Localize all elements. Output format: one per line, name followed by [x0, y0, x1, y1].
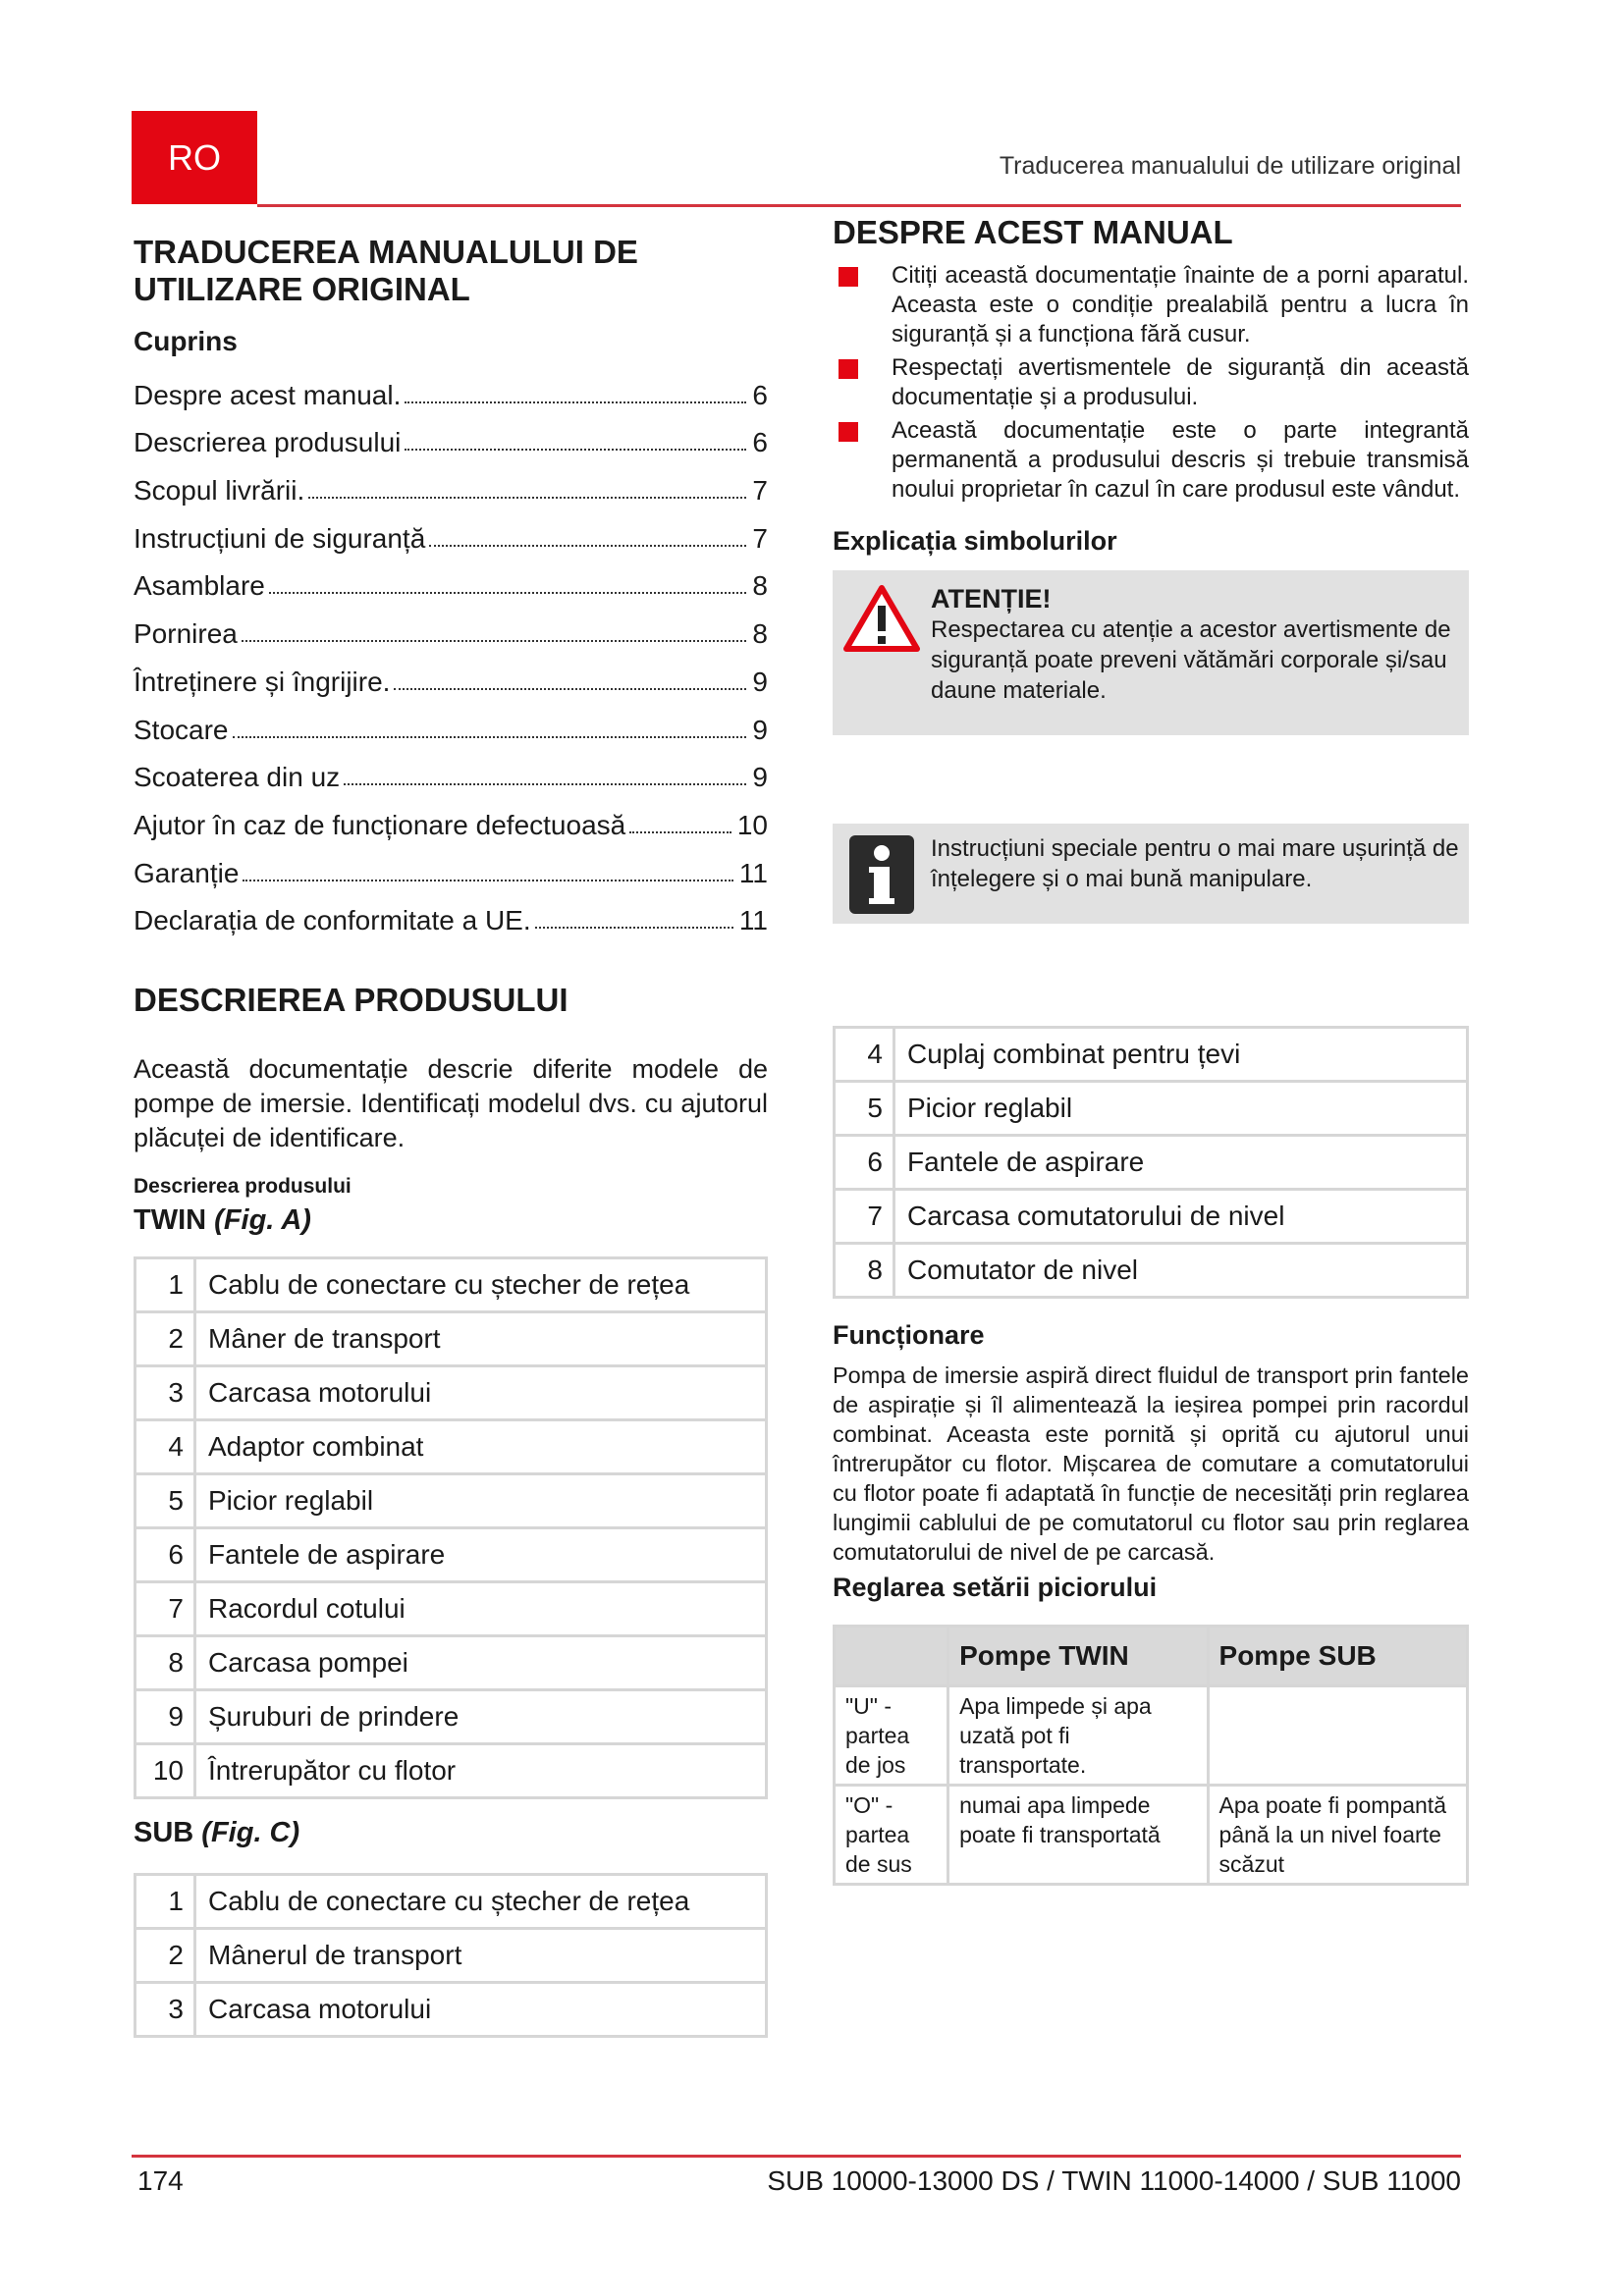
twin-fig-ref: (Fig. A) — [214, 1204, 311, 1237]
part-label: Adaptor combinat — [195, 1420, 767, 1474]
table-cell: "U" - partea de jos — [835, 1686, 948, 1786]
part-number: 7 — [835, 1190, 894, 1244]
table-row — [135, 1366, 767, 1420]
function-text: Pompa de imersie aspiră direct fluidul de transport prin fantele de aspirație și îl alimentează la ieșirea pompei prin racordul combinat. Aceasta este pornită și oprită cu ajutorul unui întrerupător cu flotor. Mișcarea de comutare a comutatorului cu flotor poate fi adaptată în funcție de necesități prin reglarea lungimii cablului de pe comutatorul cu flotor sau prin reglarea comutatorului de nivel de pe carcasă. — [833, 1362, 1469, 1565]
bullet-item — [833, 261, 1469, 349]
sub-parts-table-continued — [833, 1026, 1469, 1299]
table-header-cell: Pompe TWIN — [948, 1627, 1208, 1686]
toc-leader — [243, 880, 733, 881]
toc-leader — [535, 927, 733, 929]
toc-leader — [233, 736, 747, 738]
part-label: Cablu de conectare cu ștecher de rețea — [195, 1875, 767, 1929]
part-label: Comutator de nivel — [894, 1244, 1468, 1298]
symbols-heading: Explicația simbolurilor — [833, 526, 1117, 556]
twin-title — [134, 1204, 768, 1237]
part-label: Carcasa motorului — [195, 1983, 767, 2037]
part-label: Carcasa comutatorului de nivel — [894, 1190, 1468, 1244]
function-heading: Funcționare — [833, 1320, 985, 1350]
part-number: 1 — [135, 1875, 195, 1929]
toc-label: Pornirea — [134, 618, 238, 650]
part-number: 2 — [135, 1312, 195, 1366]
part-number: 10 — [135, 1744, 195, 1798]
toc-heading: Cuprins — [134, 326, 238, 356]
footer-model: SUB 10000-13000 DS / TWIN 11000-14000 / SUB 11000 — [767, 2165, 1461, 2196]
manual-bullets — [833, 261, 1469, 505]
toc-label: Garanție — [134, 857, 240, 888]
bullet-square-icon — [839, 267, 858, 287]
toc-page: 9 — [752, 714, 768, 745]
product-intro: Această documentație descrie diferite modele de pompe de imersie. Identificați modelul dvs. cu ajutorul plăcuței de identificare. — [134, 1054, 768, 1153]
table-row — [835, 1686, 1468, 1786]
part-number: 5 — [835, 1082, 894, 1136]
header-title: Traducerea manualului de utilizare original — [999, 152, 1461, 180]
toc-label: Scopul livrării. — [134, 475, 305, 507]
toc-leader — [308, 497, 746, 499]
table-row — [135, 1528, 767, 1582]
toc-page: 9 — [752, 666, 768, 697]
toc-item[interactable] — [134, 411, 768, 459]
part-number: 8 — [835, 1244, 894, 1298]
table-cell: numai apa limpede poate fi transportată — [948, 1786, 1208, 1885]
toc-item[interactable] — [134, 458, 768, 507]
sub-title — [134, 1817, 768, 1849]
bullet-text: Respectați avertismentele de siguranță din această documentație și a produsului. — [892, 354, 1469, 410]
footer-divider — [132, 2155, 1461, 2158]
part-label: Cablu de conectare cu ștecher de rețea — [195, 1258, 767, 1312]
table-header-cell: Pompe SUB — [1208, 1627, 1467, 1686]
part-label: Mâner de transport — [195, 1312, 767, 1366]
table-row — [135, 1312, 767, 1366]
part-label: Carcasa motorului — [195, 1366, 767, 1420]
table-row — [135, 1582, 767, 1636]
table-row — [135, 1636, 767, 1690]
part-number: 4 — [835, 1028, 894, 1082]
part-number: 1 — [135, 1258, 195, 1312]
part-label: Fantele de aspirare — [894, 1136, 1468, 1190]
toc-leader — [405, 449, 746, 451]
table-row — [835, 1786, 1468, 1885]
part-label: Mânerul de transport — [195, 1929, 767, 1983]
foot-setting-table — [833, 1625, 1469, 1886]
toc-leader — [269, 592, 747, 594]
bullet-item — [833, 416, 1469, 505]
part-number: 9 — [135, 1690, 195, 1744]
table-row — [835, 1190, 1468, 1244]
toc-label: Asamblare — [134, 570, 265, 602]
info-text: Instrucțiuni speciale pentru o mai mare ușurință de înțelegere și o mai bună manipulare. — [931, 835, 1459, 892]
bullet-square-icon — [839, 422, 858, 442]
table-of-contents — [134, 363, 768, 936]
toc-page: 11 — [738, 857, 768, 888]
manual-heading: DESPRE ACEST MANUAL — [833, 214, 1233, 250]
part-label: Picior reglabil — [195, 1474, 767, 1528]
page-title: TRADUCEREA MANUALULUI DE UTILIZARE ORIGINAL — [134, 234, 638, 307]
toc-leader — [405, 401, 746, 403]
toc-item[interactable] — [134, 363, 768, 411]
part-number: 3 — [135, 1983, 195, 2037]
part-number: 5 — [135, 1474, 195, 1528]
foot-heading: Reglarea setării piciorului — [833, 1573, 1158, 1602]
toc-label: Ajutor în caz de funcționare defectuoasă — [134, 809, 626, 840]
toc-item[interactable] — [134, 793, 768, 841]
table-row — [135, 1875, 767, 1929]
toc-label: Întreținere și îngrijire. — [134, 666, 391, 697]
part-number: 2 — [135, 1929, 195, 1983]
part-label: Picior reglabil — [894, 1082, 1468, 1136]
part-label: Întrerupător cu flotor — [195, 1744, 767, 1798]
table-row — [835, 1244, 1468, 1298]
part-number: 7 — [135, 1582, 195, 1636]
table-cell: "O" - partea de sus — [835, 1786, 948, 1885]
toc-page: 8 — [752, 618, 768, 650]
header-divider — [257, 204, 1461, 207]
toc-item[interactable] — [134, 841, 768, 889]
warning-label: ATENȚIE! — [931, 584, 1052, 614]
toc-leader — [429, 545, 746, 547]
bullet-text: Citiți această documentație înainte de a porni aparatul. Aceasta este o condiție prealabilă pentru a lucra în siguranță și a funcționa fără cusur. — [892, 262, 1469, 347]
table-row — [135, 1929, 767, 1983]
toc-page: 7 — [752, 475, 768, 507]
bullet-square-icon — [839, 359, 858, 379]
part-label: Șuruburi de prindere — [195, 1690, 767, 1744]
sub-fig-ref: (Fig. C) — [201, 1817, 300, 1849]
info-notice — [833, 824, 1469, 924]
bullet-item — [833, 353, 1469, 412]
part-number: 8 — [135, 1636, 195, 1690]
twin-label: TWIN — [134, 1204, 207, 1237]
toc-label: Stocare — [134, 714, 229, 745]
toc-item[interactable] — [134, 698, 768, 746]
toc-page: 6 — [752, 427, 768, 458]
language-tab: RO — [132, 111, 257, 204]
table-row — [135, 1983, 767, 2037]
sub-parts-table — [134, 1873, 768, 2038]
toc-label: Scoaterea din uz — [134, 762, 341, 793]
twin-parts-table — [134, 1256, 768, 1799]
left-column — [134, 234, 768, 2038]
warning-icon — [833, 584, 931, 735]
toc-item[interactable] — [134, 507, 768, 555]
table-row — [135, 1474, 767, 1528]
bullet-text: Această documentație este o parte integrantă permanentă a produsului descris și trebuie transmisă noului proprietar în cazul în care produsul este vândut. — [892, 417, 1469, 503]
part-label: Cuplaj combinat pentru țevi — [894, 1028, 1468, 1082]
toc-label: Instrucțiuni de siguranță — [134, 522, 426, 554]
toc-label: Despre acest manual. — [134, 379, 402, 410]
toc-item[interactable] — [134, 746, 768, 794]
toc-item[interactable] — [134, 555, 768, 603]
warning-text: Respectarea cu atenție a acestor avertismente de siguranță poate preveni vătămări corporale și/sau daune materiale. — [931, 616, 1451, 704]
part-number: 4 — [135, 1420, 195, 1474]
part-number: 3 — [135, 1366, 195, 1420]
table-row — [835, 1136, 1468, 1190]
product-heading: DESCRIEREA PRODUSULUI — [134, 982, 568, 1019]
page-number: 174 — [137, 2165, 184, 2196]
table-cell — [1208, 1686, 1467, 1786]
table-row — [835, 1082, 1468, 1136]
right-column — [833, 214, 1469, 1886]
table-cell: Apa poate fi pompantă până la un nivel foarte scăzut — [1208, 1786, 1467, 1885]
toc-label: Declarația de conformitate a UE. — [134, 905, 531, 936]
warning-notice — [833, 570, 1469, 735]
table-header-cell — [835, 1627, 948, 1686]
part-label: Fantele de aspirare — [195, 1528, 767, 1582]
toc-leader — [242, 640, 747, 642]
toc-page: 9 — [752, 762, 768, 793]
toc-item[interactable] — [134, 889, 768, 937]
toc-page: 11 — [738, 905, 768, 936]
toc-item[interactable] — [134, 602, 768, 650]
product-subheading: Descrierea produsului — [134, 1175, 352, 1199]
table-row — [135, 1690, 767, 1744]
part-label: Racordul cotului — [195, 1582, 767, 1636]
toc-page: 6 — [752, 379, 768, 410]
toc-label: Descrierea produsului — [134, 427, 402, 458]
toc-page: 10 — [736, 809, 768, 840]
toc-leader — [344, 783, 746, 785]
table-row — [135, 1744, 767, 1798]
toc-leader — [394, 688, 746, 690]
part-number: 6 — [835, 1136, 894, 1190]
table-row — [135, 1420, 767, 1474]
sub-label: SUB — [134, 1817, 194, 1849]
toc-item[interactable] — [134, 650, 768, 698]
table-row — [835, 1028, 1468, 1082]
toc-leader — [629, 831, 731, 833]
toc-page: 8 — [752, 570, 768, 602]
table-row — [135, 1258, 767, 1312]
table-cell: Apa limpede și apa uzată pot fi transportate. — [948, 1686, 1208, 1786]
table-header-row — [835, 1627, 1468, 1686]
toc-page: 7 — [752, 522, 768, 554]
info-icon — [833, 833, 931, 924]
part-number: 6 — [135, 1528, 195, 1582]
part-label: Carcasa pompei — [195, 1636, 767, 1690]
